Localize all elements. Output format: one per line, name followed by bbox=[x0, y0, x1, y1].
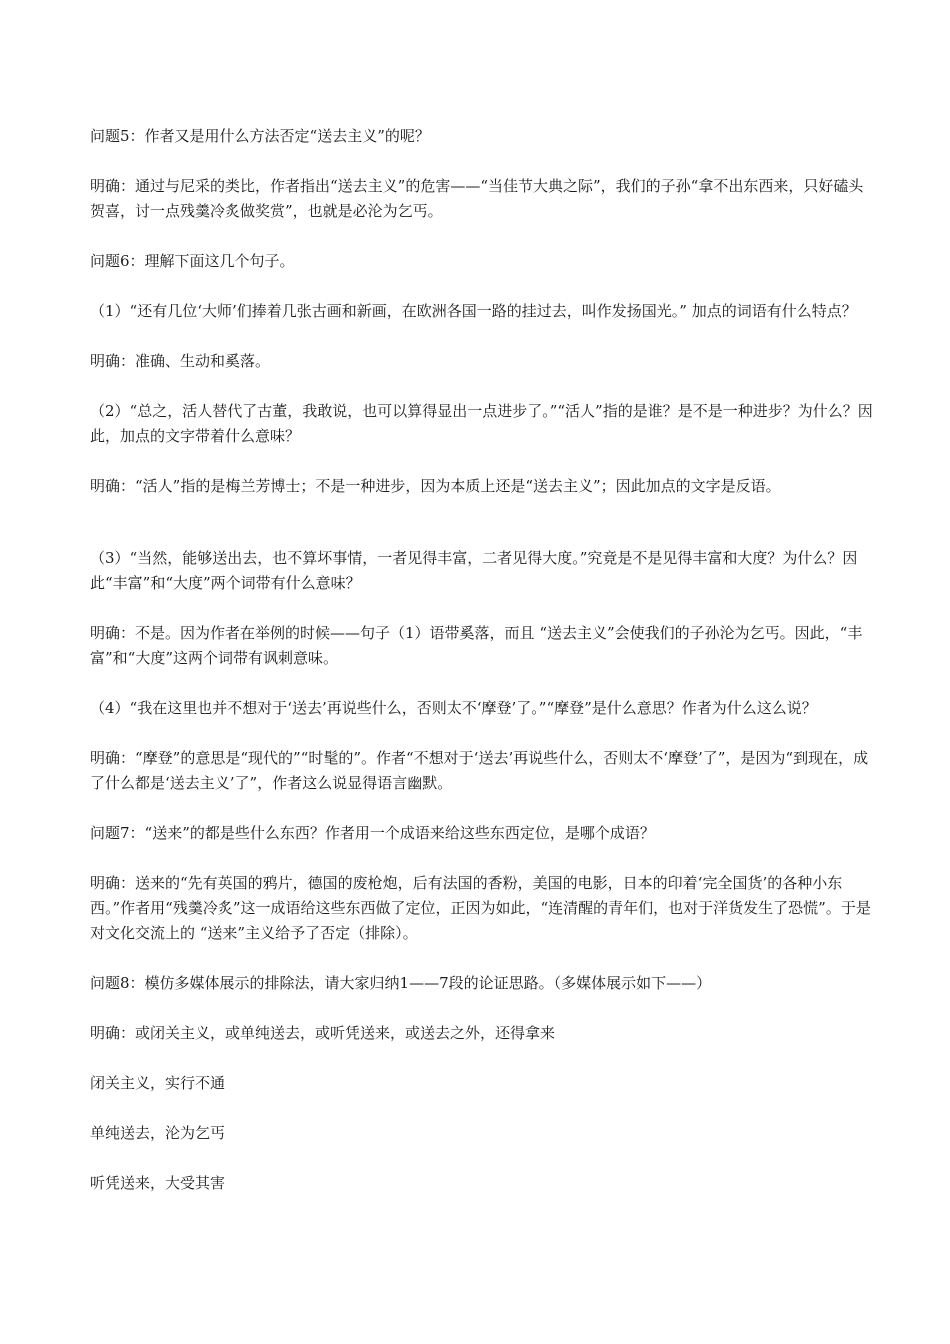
answer-7: 明确：送来的“先有英国的鸦片，德国的废枪炮，后有法国的香粉，美国的电影，日本的印着‘完全国货’的各种小东西。”作者用“残羹冷炙”这一成语给这些东西做了定位，正因为如此，“连清醒的青年们，也对于洋货发生了恐慌”。于是对文化交流上的 “送来”主义给予了否定（排除）。 bbox=[90, 874, 871, 942]
summary-line-3: 听凭送来，大受其害 bbox=[90, 1174, 226, 1192]
sentence-2: （2）“总之，活人替代了古董，我敢说，也可以算得显出一点进步了。”“活人”指的是谁？是不是一种进步？为什么？因此，加点的文字带着什么意味？ bbox=[90, 402, 873, 445]
question-5: 问题5：作者又是用什么方法否定“送去主义”的呢？ bbox=[90, 127, 430, 145]
question-7: 问题7：“送来”的都是些什么东西？作者用一个成语来给这些东西定位，是哪个成语？ bbox=[90, 824, 655, 842]
sentence-1: （1）“还有几位‘大师’们捧着几张古画和新画，在欧洲各国一路的挂过去，叫作发扬国光。” 加点的词语有什么特点？ bbox=[90, 302, 857, 320]
answer-5: 明确：通过与尼采的类比，作者指出“送去主义”的危害——“当佳节大典之际”，我们的子孙“拿不出东西来，只好磕头贺喜，讨一点残羹冷炙做奖赏”，也就是必沦为乞丐。 bbox=[90, 177, 864, 220]
answer-sentence-2: 明确：“活人”指的是梅兰芳博士；不是一种进步，因为本质上还是“送去主义”；因此加点的文字是反语。 bbox=[90, 477, 781, 495]
answer-sentence-3: 明确：不是。因为作者在举例的时候——句子（1）语带奚落，而且 “送去主义”会使我们的子孙沦为乞丐。因此，“丰富”和“大度”这两个词带有讽刺意味。 bbox=[90, 624, 863, 667]
document-body bbox=[90, 124, 874, 1221]
question-8: 问题8：模仿多媒体展示的排除法，请大家归纳1——7段的论证思路。（多媒体展示如下——） bbox=[90, 974, 712, 992]
answer-sentence-1: 明确：准确、生动和奚落。 bbox=[90, 352, 271, 370]
answer-8: 明确：或闭关主义，或单纯送去，或听凭送来，或送去之外，还得拿来 bbox=[90, 1024, 556, 1042]
summary-line-1: 闭关主义，实行不通 bbox=[90, 1074, 226, 1092]
question-6: 问题6：理解下面这几个句子。 bbox=[90, 252, 295, 270]
sentence-3: （3）“当然，能够送出去，也不算坏事情，一者见得丰富，二者见得大度。”究竟是不是见得丰富和大度？为什么？因此“丰富”和“大度”两个词带有什么意味？ bbox=[90, 549, 858, 592]
sentence-4: （4）“我在这里也并不想对于‘送去’再说些什么，否则太不‘摩登’了。”“摩登”是什么意思？作者为什么这么说？ bbox=[90, 699, 817, 717]
summary-line-2: 单纯送去，沦为乞丐 bbox=[90, 1124, 226, 1142]
answer-sentence-4: 明确：“摩登”的意思是“现代的”“时髦的”。作者“不想对于‘送去’再说些什么，否则太不‘摩登’了”，是因为“到现在，成了什么都是‘送去主义’了”，作者这么说显得语言幽默。 bbox=[90, 749, 869, 792]
